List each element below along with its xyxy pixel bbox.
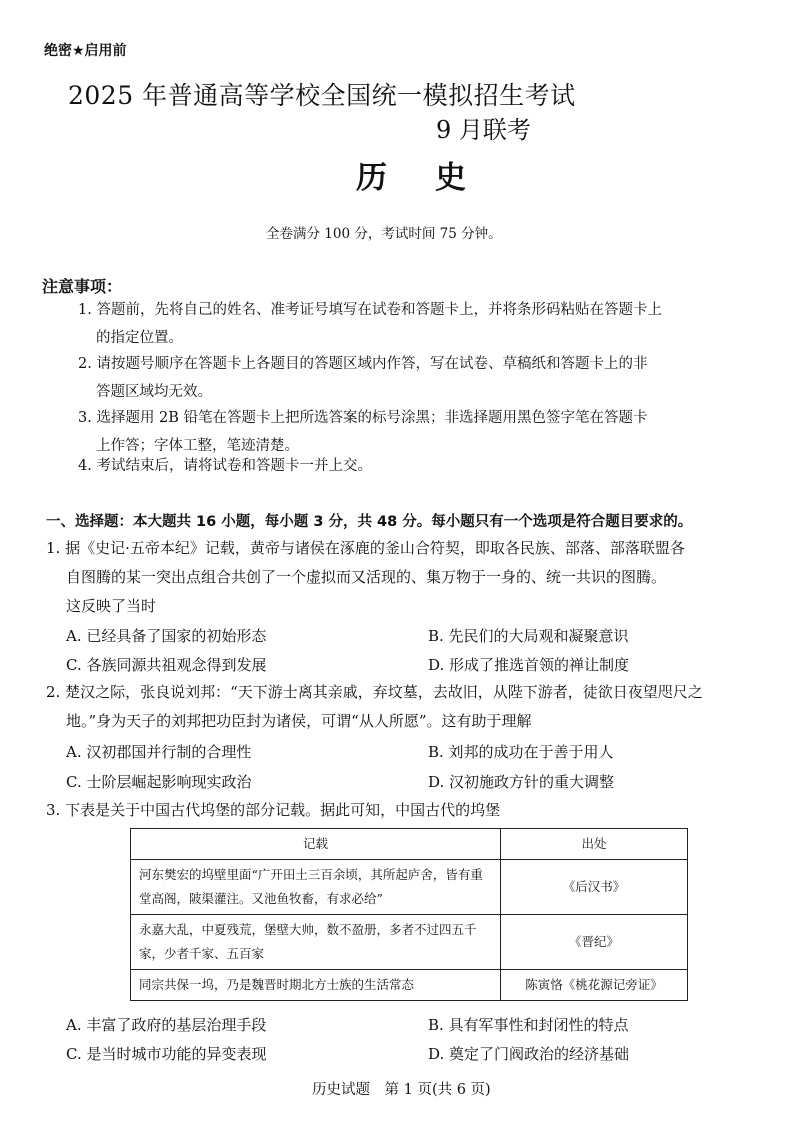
notice-item-text: 1. 答题前，先将自己的姓名、准考证号填写在试卷和答题卡上，并将条形码粘贴在答题卡上	[78, 302, 662, 318]
notice-item	[78, 452, 758, 480]
table-cell-source: 陈寅恪《桃花源记旁证》	[501, 970, 688, 1001]
table-cell-source: 《晋纪》	[501, 915, 688, 970]
page-footer: 历史试题 第 1 页(共 6 页)	[312, 1082, 491, 1098]
question-text: 地。”身为天子的刘邦把功臣封为诸侯，可谓“从人所愿”。这有助于理解	[66, 712, 532, 730]
question-text: 这反映了当时	[66, 597, 157, 615]
option-c[interactable]: C. 士阶层崛起影响现实政治	[66, 773, 252, 791]
notice-item-text: 2. 请按题号顺序在答题卡上各题目的答题区域内作答，写在试卷、草稿纸和答题卡上的非	[78, 356, 648, 372]
option-d[interactable]: D. 汉初施政方针的重大调整	[428, 773, 615, 791]
score-line: 全卷满分 100 分，考试时间 75 分钟。	[266, 226, 502, 242]
section-title: 一、选择题：本大题共 16 小题，每小题 3 分，共 48 分。每小题只有一个选项是符合题目要求的。	[46, 514, 693, 530]
notice-item-cont: 答题区域均无效。	[96, 384, 212, 400]
question-text: 自图腾的某一突出点组合共创了一个虚拟而又活现的、集万物于一身的、统一共识的图腾。	[66, 568, 667, 586]
subject-title: 历史	[356, 160, 514, 196]
option-d[interactable]: D. 形成了推选首领的禅让制度	[428, 656, 630, 674]
option-c[interactable]: C. 各族同源共祖观念得到发展	[66, 656, 267, 674]
records-table	[130, 828, 688, 1001]
table-header-row	[131, 829, 688, 860]
notice-item-cont: 的指定位置。	[96, 330, 183, 346]
confidential-label: 绝密★启用前	[44, 43, 127, 59]
table-cell-record: 同宗共保一坞，乃是魏晋时期北方士族的生活常态	[131, 970, 501, 1001]
option-a[interactable]: A. 丰富了政府的基层治理手段	[66, 1016, 267, 1034]
notice-item-text: 4. 考试结束后，请将试卷和答题卡一并上交。	[78, 458, 372, 474]
option-b[interactable]: B. 具有军事性和封闭性的特点	[428, 1016, 629, 1034]
notice-item-text: 3. 选择题用 2B 铅笔在答题卡上把所选答案的标号涂黑；非选择题用黑色签字笔在答题卡	[78, 410, 648, 426]
question-text: 2. 楚汉之际，张良说刘邦：“天下游士离其亲戚，弃坟墓，去故旧，从陛下游者，徒欲日夜望咫尺之	[46, 683, 703, 701]
option-d[interactable]: D. 奠定了门阀政治的经济基础	[428, 1045, 630, 1063]
question-2	[46, 678, 758, 736]
option-b[interactable]: B. 刘邦的成功在于善于用人	[428, 743, 614, 761]
table-row	[131, 915, 688, 970]
table-row	[131, 970, 688, 1001]
notice-item-cont: 上作答；字体工整，笔迹清楚。	[96, 438, 299, 454]
table-cell-record: 永嘉大乱，中夏残荒，堡壁大帅，数不盈册，多者不过四五千家，少者千家、五百家	[131, 915, 501, 970]
question-text: 3. 下表是关于中国古代坞堡的部分记载。据此可知，中国古代的坞堡	[46, 801, 501, 819]
option-b[interactable]: B. 先民们的大局观和凝聚意识	[428, 627, 629, 645]
option-c[interactable]: C. 是当时城市功能的异变表现	[66, 1045, 267, 1063]
exam-title: 2025 年普通高等学校全国统一模拟招生考试	[68, 81, 576, 110]
table-row	[131, 860, 688, 915]
option-a[interactable]: A. 汉初郡国并行制的合理性	[66, 743, 252, 761]
exam-subtitle: 9 月联考	[436, 116, 531, 144]
notice-item	[78, 350, 758, 406]
question-3	[46, 796, 758, 825]
question-1	[46, 534, 758, 621]
table-header: 出处	[501, 829, 688, 860]
question-text: 1. 据《史记·五帝本纪》记载，黄帝与诸侯在涿鹿的釜山合符契，即取各民族、部落、部落联盟各	[46, 539, 685, 557]
table-cell-source: 《后汉书》	[501, 860, 688, 915]
option-a[interactable]: A. 已经具备了国家的初始形态	[66, 627, 267, 645]
table-cell-record: 河东樊宏的坞壁里面“广开田土三百余顷，其所起庐舍，皆有重堂高阁，陂渠灌注。又池鱼牧畜，有求必给”	[131, 860, 501, 915]
table-header: 记载	[131, 829, 501, 860]
notice-title: 注意事项：	[42, 277, 123, 296]
notice-item	[78, 296, 758, 352]
